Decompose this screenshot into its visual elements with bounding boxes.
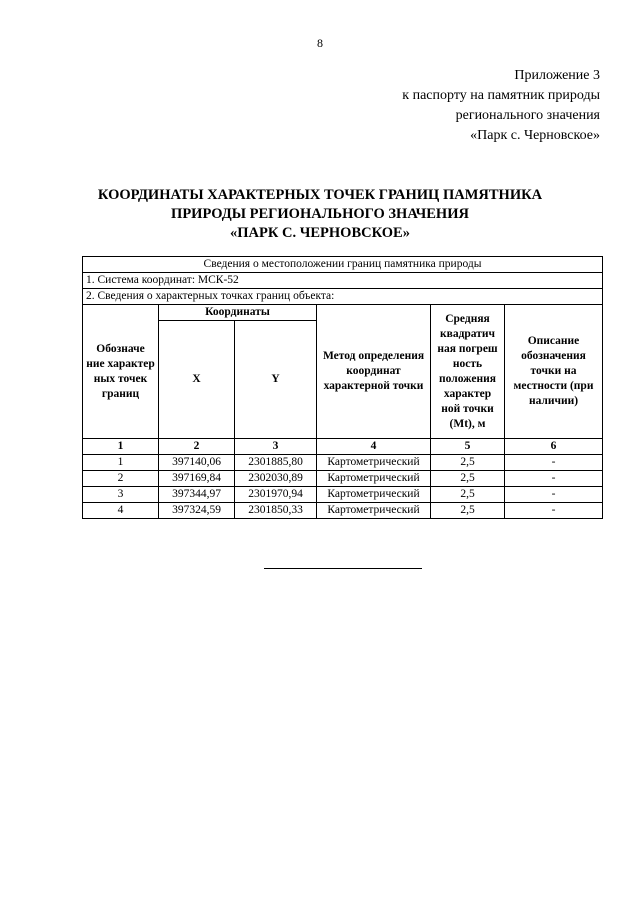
coord-y: 2301885,80 bbox=[235, 455, 317, 471]
column-number: 5 bbox=[431, 439, 505, 455]
method: Картометрический bbox=[317, 471, 431, 487]
title-line: КООРДИНАТЫ ХАРАКТЕРНЫХ ТОЧЕК ГРАНИЦ ПАМЯТНИКА bbox=[97, 187, 543, 203]
appendix-line: регионального значения bbox=[455, 108, 600, 123]
table-caption: Сведения о местоположении границ памятника природы bbox=[83, 257, 603, 273]
description: - bbox=[505, 471, 603, 487]
coordinate-system-row: 1. Система координат: МСК-52 bbox=[83, 273, 603, 289]
column-number: 2 bbox=[159, 439, 235, 455]
appendix-header bbox=[402, 66, 600, 146]
column-number: 1 bbox=[83, 439, 159, 455]
description: - bbox=[505, 487, 603, 503]
header-designation: Обозначе ние характер ных точек границ bbox=[83, 305, 159, 439]
column-number: 3 bbox=[235, 439, 317, 455]
coord-x: 397324,59 bbox=[159, 503, 235, 519]
coordinates-table bbox=[82, 256, 603, 519]
point-id: 2 bbox=[83, 471, 159, 487]
title-line: ПРИРОДЫ РЕГИОНАЛЬНОГО ЗНАЧЕНИЯ bbox=[171, 206, 469, 222]
header-method: Метод определения координат характерной точки bbox=[317, 305, 431, 439]
appendix-line: Приложение 3 bbox=[514, 68, 600, 83]
header-y: Y bbox=[235, 321, 317, 439]
point-id: 3 bbox=[83, 487, 159, 503]
end-divider bbox=[264, 568, 422, 569]
method: Картометрический bbox=[317, 455, 431, 471]
appendix-line: «Парк с. Черновское» bbox=[470, 128, 600, 143]
coord-y: 2302030,89 bbox=[235, 471, 317, 487]
error: 2,5 bbox=[431, 471, 505, 487]
column-number-row bbox=[83, 439, 603, 455]
page-number: 8 bbox=[317, 36, 323, 50]
points-info-row: 2. Сведения о характерных точках границ объекта: bbox=[83, 289, 603, 305]
coord-x: 397344,97 bbox=[159, 487, 235, 503]
table-row bbox=[83, 471, 603, 487]
header-error: Средняя квадратич ная погреш ность положения характер ной точки (Mt), м bbox=[431, 305, 505, 439]
error: 2,5 bbox=[431, 503, 505, 519]
appendix-line: к паспорту на памятник природы bbox=[402, 88, 600, 103]
table-row bbox=[83, 455, 603, 471]
header-description: Описание обозначения точки на местности (при наличии) bbox=[505, 305, 603, 439]
document-title bbox=[40, 186, 600, 243]
coord-y: 2301970,94 bbox=[235, 487, 317, 503]
coord-x: 397140,06 bbox=[159, 455, 235, 471]
table-row bbox=[83, 487, 603, 503]
header-x: X bbox=[159, 321, 235, 439]
description: - bbox=[505, 455, 603, 471]
point-id: 4 bbox=[83, 503, 159, 519]
error: 2,5 bbox=[431, 487, 505, 503]
title-line: «ПАРК С. ЧЕРНОВСКОЕ» bbox=[230, 225, 410, 241]
description: - bbox=[505, 503, 603, 519]
table-row bbox=[83, 503, 603, 519]
coord-y: 2301850,33 bbox=[235, 503, 317, 519]
coord-x: 397169,84 bbox=[159, 471, 235, 487]
column-number: 6 bbox=[505, 439, 603, 455]
header-coordinates: Координаты bbox=[159, 305, 317, 321]
error: 2,5 bbox=[431, 455, 505, 471]
point-id: 1 bbox=[83, 455, 159, 471]
method: Картометрический bbox=[317, 503, 431, 519]
column-number: 4 bbox=[317, 439, 431, 455]
method: Картометрический bbox=[317, 487, 431, 503]
